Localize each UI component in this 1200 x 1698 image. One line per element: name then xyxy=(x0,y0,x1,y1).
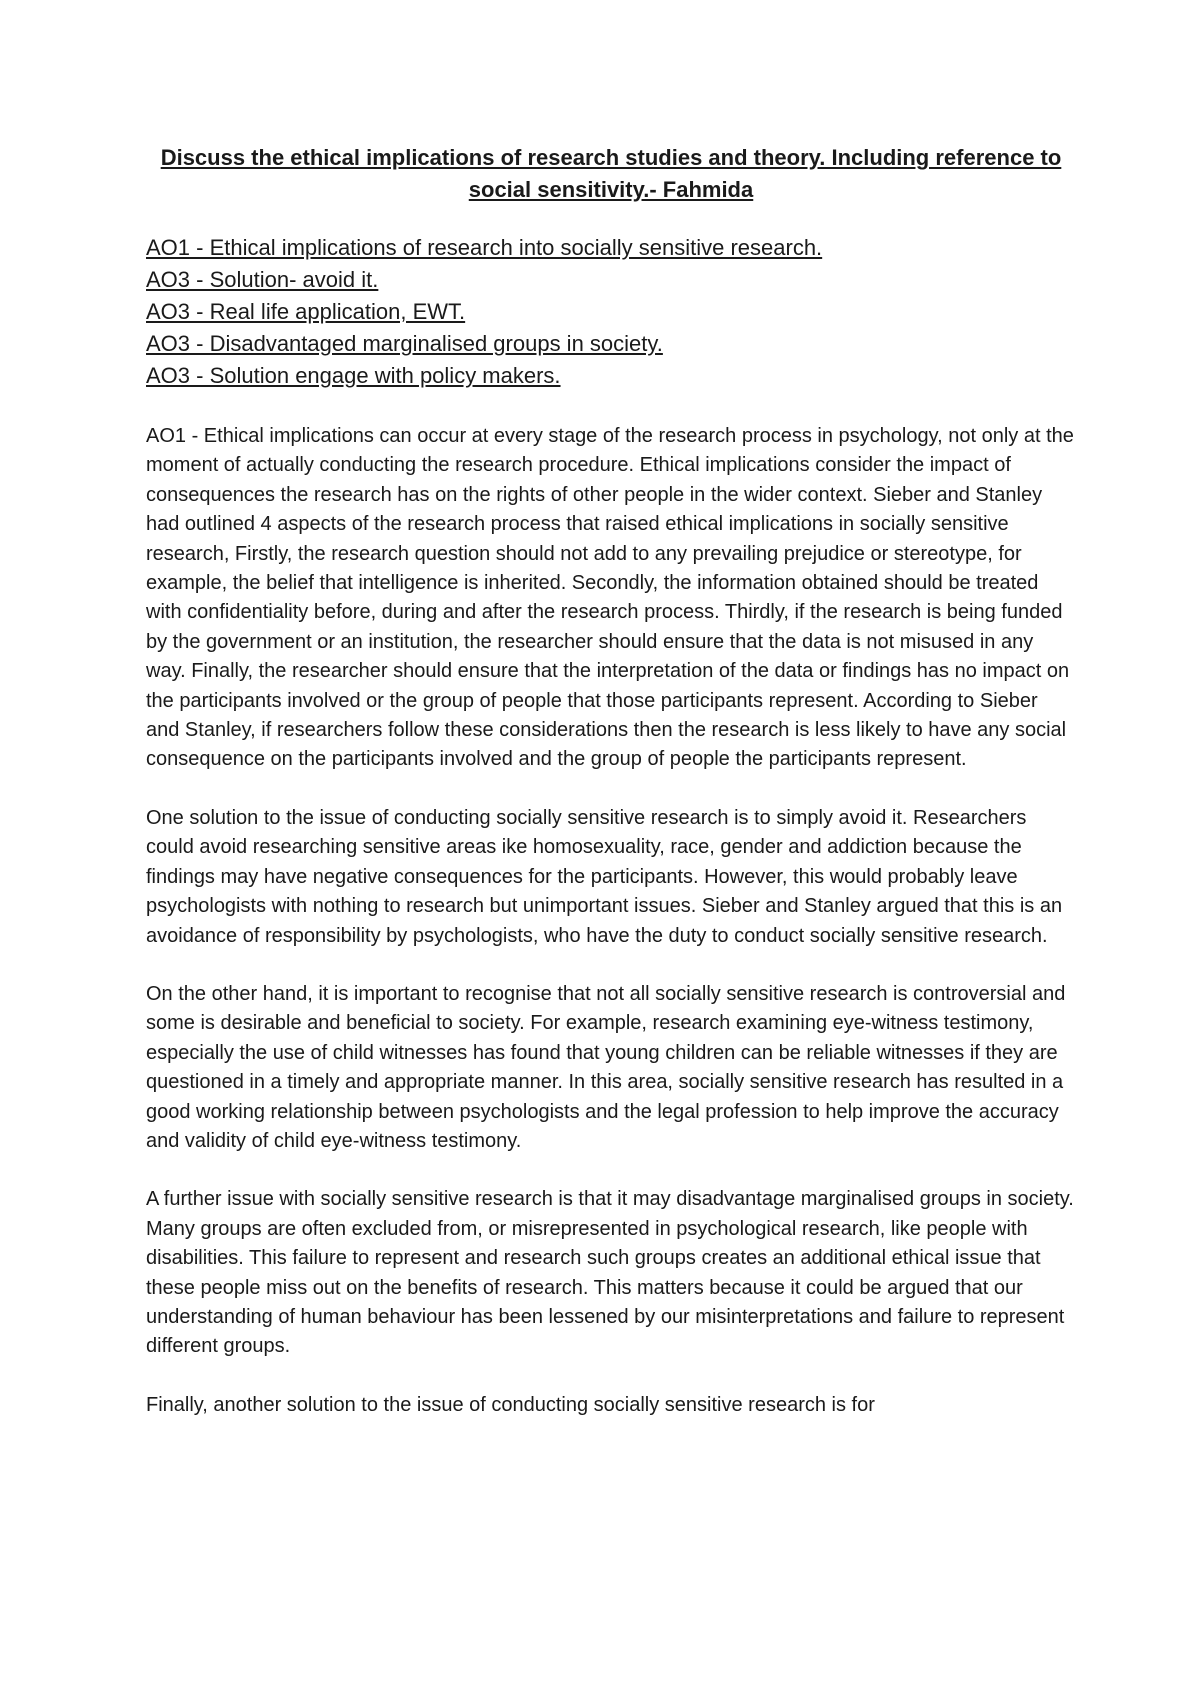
document-body xyxy=(146,142,1076,1449)
paragraph-marginalised-groups: A further issue with socially sensitive research is that it may disadvantage marginalised groups in society. Many groups are often excluded from, or misrepresented in psychological research, like people with disabilities. This failure to represent and research such groups creates an additional ethical issue that these people miss out on the benefits of research. This matters because it could be argued that our understanding of human behaviour has been lessened by our misinterpretations and failure to represent different groups. xyxy=(146,1188,1074,1358)
outline-item-ao3-real-life-application: AO3 - Real life application, EWT. xyxy=(146,299,466,324)
assessment-outline xyxy=(146,232,1076,392)
outline-item-ao1-ethical-implications: AO1 - Ethical implications of research into socially sensitive research. xyxy=(146,235,823,260)
outline-item-ao3-policy-makers: AO3 - Solution engage with policy makers. xyxy=(146,363,561,388)
paragraph-solution-avoid: One solution to the issue of conducting socially sensitive research is to simply avoid it. Researchers could avoid researching sensitive areas ike homosexuality, race, gender and addiction because the findings may have negative consequences for the participants. However, this would probably leave psychologists with nothing to research but unimportant issues. Sieber and Stanley argued that this is an avoidance of responsibility by psychologists, who have the duty to conduct socially sensitive research. xyxy=(146,806,1063,947)
outline-item-ao3-avoid-it: AO3 - Solution- avoid it. xyxy=(146,267,379,292)
document-title: Discuss the ethical implications of research studies and theory. Including reference to social sensitivity.- Fahmida xyxy=(160,145,1062,202)
paragraph-eyewitness-testimony: On the other hand, it is important to recognise that not all socially sensitive research is controversial and some is desirable and beneficial to society. For example, research examining eye-witness testimony, especially the use of child witnesses has found that young children can be reliable witnesses if they are questioned in a timely and appropriate manner. In this area, socially sensitive research has resulted in a good working relationship between psychologists and the legal profession to help improve the accuracy and validity of child eye-witness testimony. xyxy=(146,982,1066,1152)
paragraph-final-solution: Finally, another solution to the issue of conducting socially sensitive research is for xyxy=(146,1393,875,1416)
outline-item-ao3-marginalised-groups: AO3 - Disadvantaged marginalised groups in society. xyxy=(146,331,663,356)
paragraph-ao1-ethical-implications: AO1 - Ethical implications can occur at every stage of the research process in psychology, not only at the moment of actually conducting the research procedure. Ethical implications consider the impact of consequences the research has on the rights of other people in the wider context. Sieber and Stanley had outlined 4 aspects of the research process that raised ethical implications in socially sensitive research, Firstly, the research question should not add to any prevailing prejudice or stereotype, for example, the belief that intelligence is inherited. Secondly, the information obtained should be treated with confidentiality before, during and after the research process. Thirdly, if the research is being funded by the government or an institution, the researcher should ensure that the data is not misused in any way. Finally, the researcher should ensure that the interpretation of the data or findings has no impact on the participants involved or the group of people that those participants represent. According to Sieber and Stanley, if researchers follow these considerations then the research is less likely to have any social consequence on the participants involved and the group of people the participants represent. xyxy=(146,425,1074,771)
